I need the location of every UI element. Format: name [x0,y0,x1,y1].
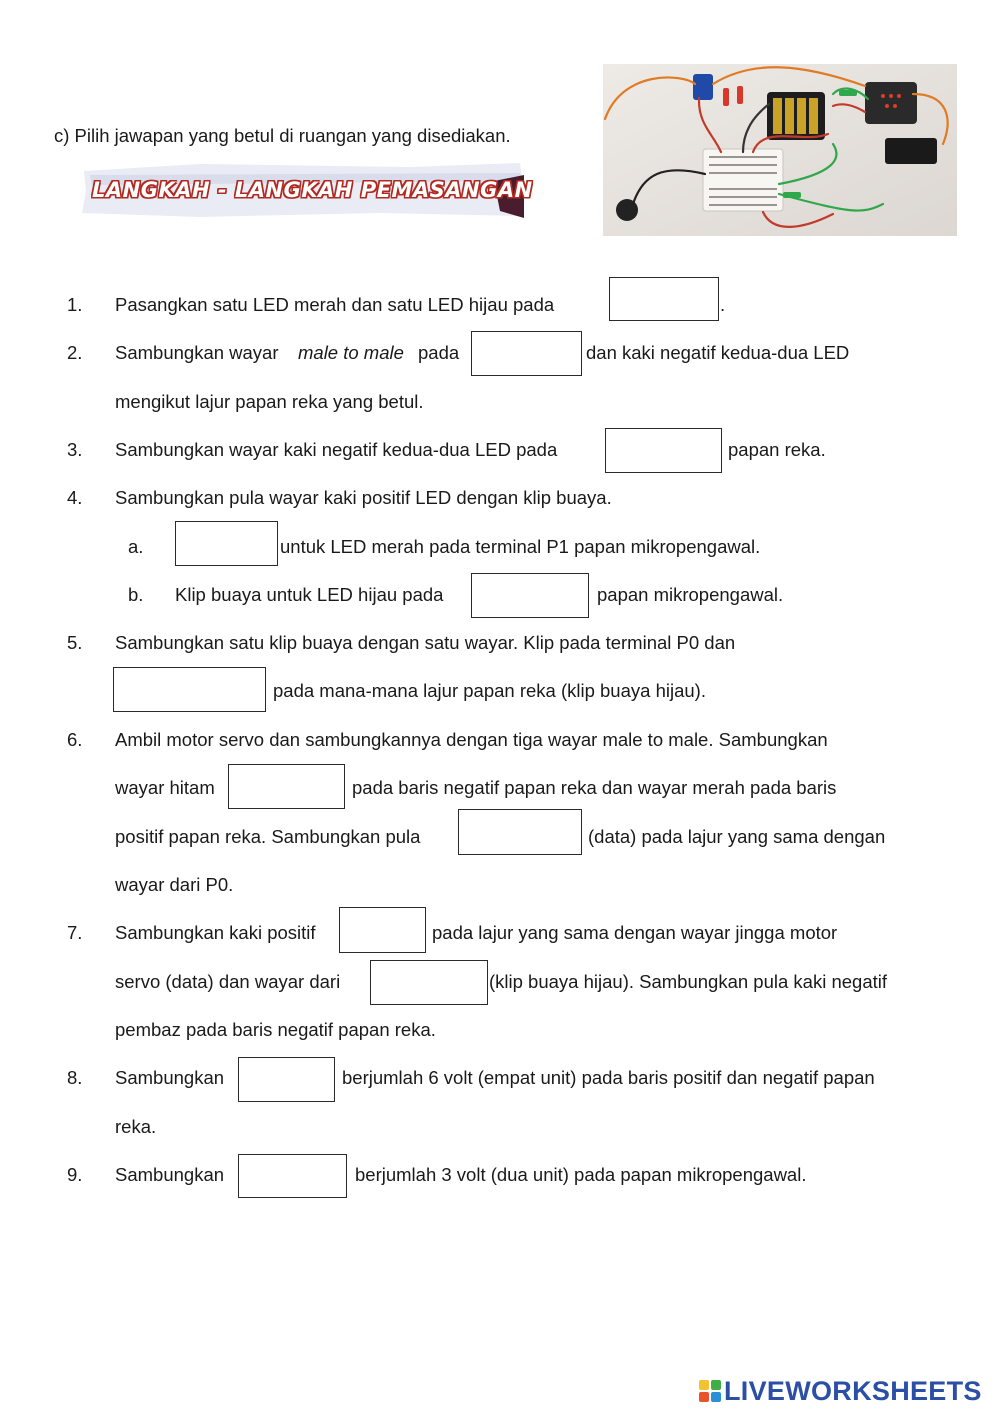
step-6-line-4: wayar dari P0. [115,874,234,895]
step-4b-after: papan mikropengawal. [597,584,784,605]
step-2-text-b: pada [418,342,460,363]
step-2-text-a: Sambungkan wayar [115,342,279,363]
step-3-after: papan reka. [728,439,826,460]
step-8-number: 8. [67,1067,83,1088]
step-4b-answer-box[interactable] [471,573,589,618]
circuit-photo [603,64,957,236]
step-7-line-2-before: servo (data) dan wayar dari [115,971,341,992]
step-9-text: Sambungkan [115,1164,225,1185]
step-5-number: 5. [67,632,83,653]
step-8-after: berjumlah 6 volt (empat unit) pada baris positif dan negatif papan [342,1067,875,1088]
step-7-answer-box-2[interactable] [370,960,488,1005]
step-4-number: 4. [67,487,83,508]
step-6-answer-box-1[interactable] [228,764,345,809]
step-1-text: Pasangkan satu LED merah dan satu LED hijau pada [115,294,555,315]
step-3-number: 3. [67,439,83,460]
step-6-answer-box-2[interactable] [458,809,582,855]
step-9-answer-box[interactable] [238,1154,347,1198]
step-6-text: Ambil motor servo dan sambungkannya dengan tiga wayar male to male. Sambungkan [115,729,828,750]
step-4a-label: a. [128,536,144,557]
microbit-board [865,82,917,124]
step-4a-answer-box[interactable] [175,521,278,566]
logo-icon [698,1379,722,1403]
step-7-number: 7. [67,922,83,943]
step-1-answer-box[interactable] [609,277,719,321]
step-6-number: 6. [67,729,83,750]
step-6-line-2-before: wayar hitam [115,777,215,798]
breadboard [703,149,783,211]
step-4a-after: untuk LED merah pada terminal P1 papan mikropengawal. [280,536,761,557]
step-5-after: pada mana-mana lajur papan reka (klip buaya hijau). [273,680,706,701]
liveworksheets-logo[interactable] [698,1376,982,1406]
step-4b-label: b. [128,584,144,605]
step-5-text: Sambungkan satu klip buaya dengan satu wayar. Klip pada terminal P0 dan [115,632,736,653]
step-9-number: 9. [67,1164,83,1185]
step-8-text: Sambungkan [115,1067,225,1088]
step-4b-text: Klip buaya untuk LED hijau pada [175,584,444,605]
step-8-line-2: reka. [115,1116,157,1137]
step-3-answer-box[interactable] [605,428,722,473]
step-1-number: 1. [67,294,83,315]
step-2-answer-box[interactable] [471,331,582,376]
step-7-text: Sambungkan kaki positif [115,922,316,943]
step-7-answer-box-1[interactable] [339,907,426,953]
step-6-line-3-after: (data) pada lajur yang sama dengan [588,826,886,847]
step-7-line-3: pembaz pada baris negatif papan reka. [115,1019,436,1040]
logo-text: LIVEWORKSHEETS [724,1376,982,1406]
banner-label: LANGKAH - LANGKAH PEMASANGAN [92,178,533,202]
step-6-line-2-after: pada baris negatif papan reka dan wayar merah pada baris [352,777,837,798]
step-2-number: 2. [67,342,83,363]
step-5-answer-box[interactable] [113,667,266,712]
battery-pack [885,138,937,164]
step-6-line-3-before: positif papan reka. Sambungkan pula [115,826,421,847]
servo-motor [693,74,713,100]
instruction-text: c) Pilih jawapan yang betul di ruangan yang disediakan. [54,125,511,146]
step-1-after: . [720,294,726,315]
step-7-after: pada lajur yang sama dengan wayar jingga motor [432,922,838,943]
step-7-line-2-after: (klip buaya hijau). Sambungkan pula kaki negatif [489,971,887,992]
step-8-answer-box[interactable] [238,1057,335,1102]
step-4-text: Sambungkan pula wayar kaki positif LED dengan klip buaya. [115,487,612,508]
step-2-after: dan kaki negatif kedua-dua LED [586,342,850,363]
step-2-italic: male to male [298,342,404,363]
step-2-line-2: mengikut lajur papan reka yang betul. [115,391,424,412]
step-9-after: berjumlah 3 volt (dua unit) pada papan mikropengawal. [355,1164,807,1185]
step-3-text: Sambungkan wayar kaki negatif kedua-dua LED pada [115,439,558,460]
